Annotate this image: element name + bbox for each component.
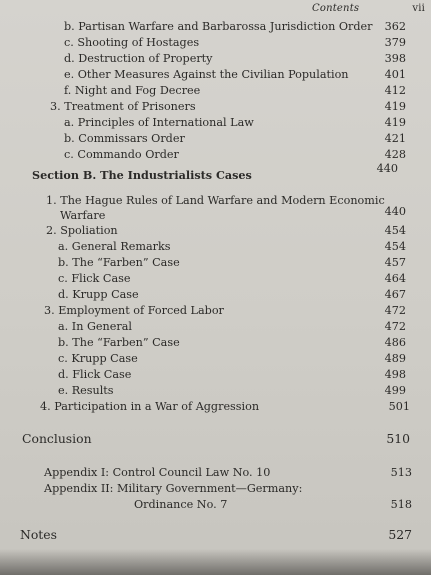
toc-entry: a. In General 472 [58, 320, 406, 333]
running-head-title: Contents [312, 3, 360, 14]
toc-section-heading: Section B. The Industrialists Cases 440 [32, 162, 398, 182]
toc-entry: f. Night and Fog Decree 412 [64, 84, 406, 97]
toc-entry: 3. Employment of Forced Labor 472 [44, 304, 406, 317]
toc-appendix: Appendix I: Control Council Law No. 10 513 [44, 466, 412, 479]
toc-entry: c. Shooting of Hostages 379 [64, 36, 406, 49]
toc-entry: 1. The Hague Rules of Land Warfare and Modern Economic [46, 194, 385, 207]
toc-entry: 3. Treatment of Prisoners 419 [50, 100, 406, 113]
toc-entry: Warfare 440 [60, 205, 406, 222]
toc-entry: d. Destruction of Property 398 [64, 52, 406, 65]
toc-entry: b. Partisan Warfare and Barbarossa Jurisdiction Order 362 [64, 20, 406, 33]
toc-appendix: Appendix II: Military Government—Germany: [44, 482, 303, 495]
toc-entry: a. Principles of International Law 419 [64, 116, 406, 129]
page-shadow [0, 549, 431, 575]
toc-notes: Notes 527 [20, 527, 412, 542]
toc-entry: b. The “Farben” Case 486 [58, 336, 406, 349]
toc-entry: c. Flick Case 464 [58, 272, 406, 285]
toc-entry: b. The “Farben” Case 457 [58, 256, 406, 269]
running-head-page-number: vii [412, 3, 425, 14]
toc-entry: a. General Remarks 454 [58, 240, 406, 253]
toc-entry: 2. Spoliation 454 [46, 224, 406, 237]
toc-entry: d. Krupp Case 467 [58, 288, 406, 301]
toc-entry: e. Other Measures Against the Civilian Population 401 [64, 68, 406, 81]
toc-entry: 4. Participation in a War of Aggression 501 [40, 400, 410, 413]
toc-entry: e. Results 499 [58, 384, 406, 397]
toc-entry: d. Flick Case 498 [58, 368, 406, 381]
toc-entry: c. Commando Order 428 [64, 148, 406, 161]
toc-entry: c. Krupp Case 489 [58, 352, 406, 365]
toc-conclusion: Conclusion 510 [22, 431, 410, 446]
toc-appendix: Ordinance No. 7 518 [134, 498, 412, 511]
toc-entry: b. Commissars Order 421 [64, 132, 406, 145]
